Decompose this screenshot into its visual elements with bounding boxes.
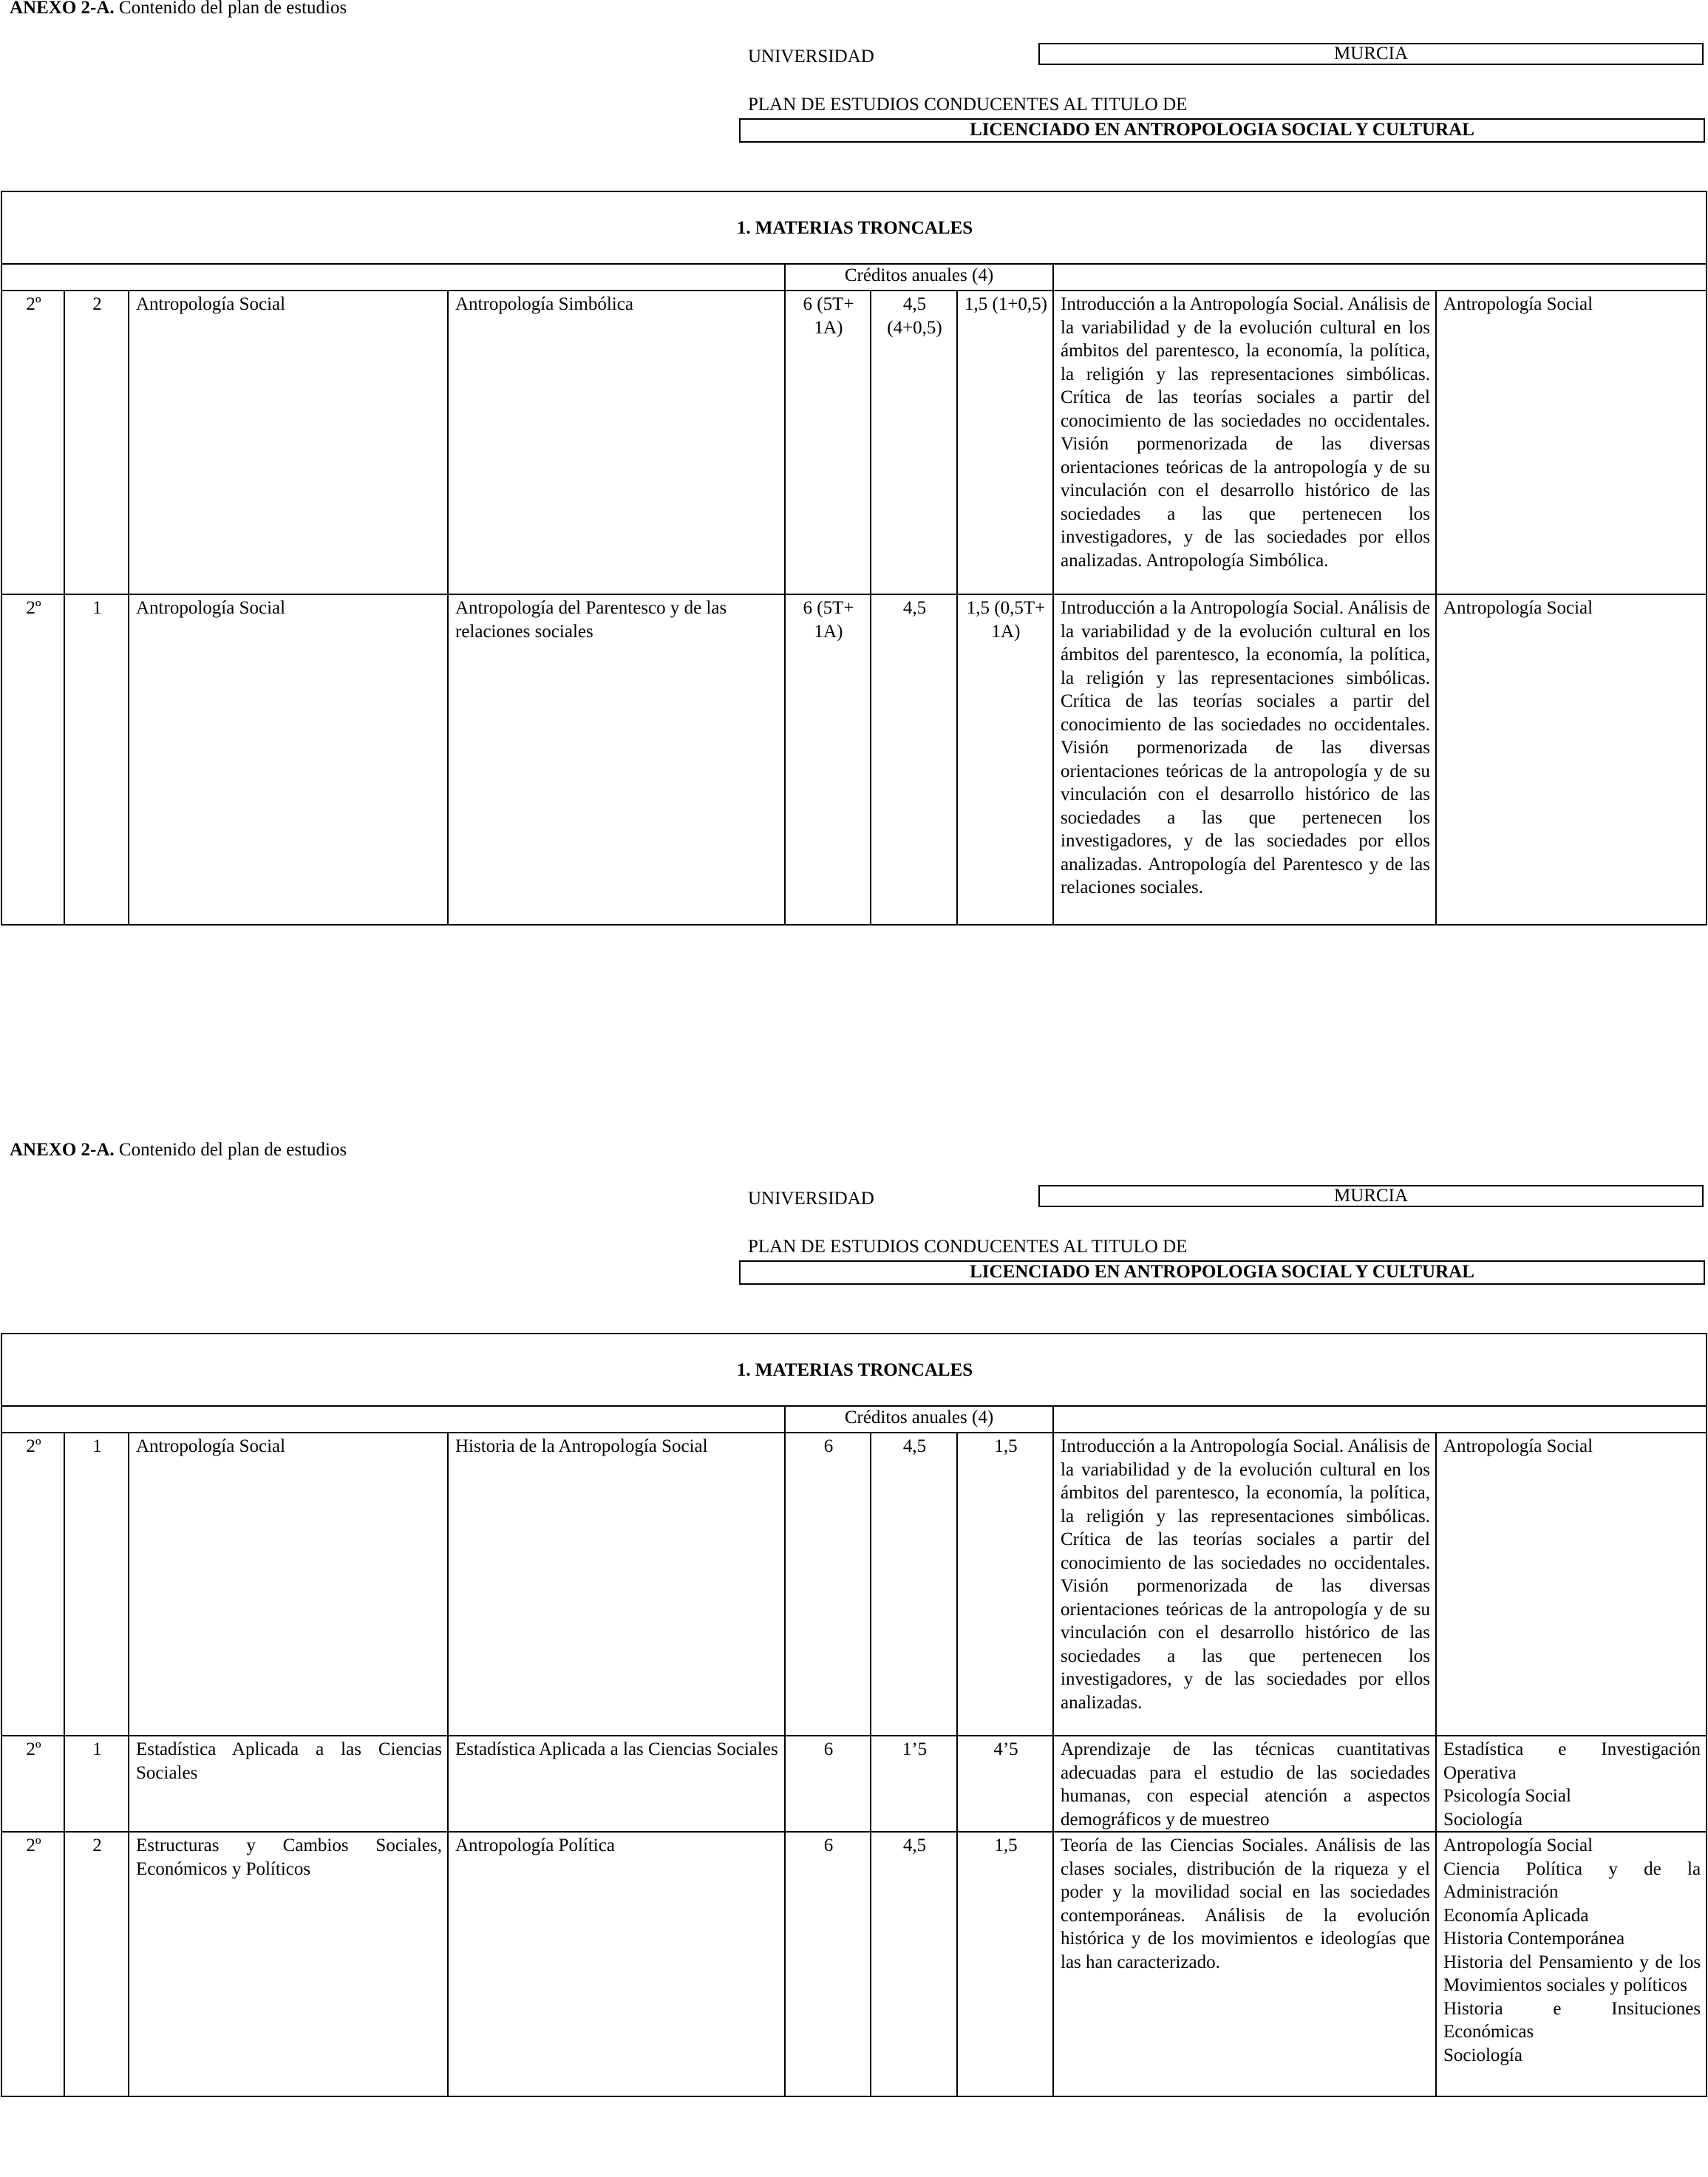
asignatura-cell: Antropología Simbólica	[448, 291, 785, 594]
ciclo-cell: 2º	[1, 594, 64, 925]
creditos-practicos-cell: 1,5 (0,5T+ 1A)	[957, 594, 1053, 925]
creditos-totales-cell: 6	[785, 1433, 871, 1736]
plan-label: PLAN DE ESTUDIOS CONDUCENTES AL TITULO DE	[748, 95, 1188, 115]
area-item: Historia e Insituciones Económicas	[1443, 1998, 1701, 2042]
area-item: Economía Aplicada	[1443, 1905, 1589, 1926]
curso-cell: 2	[64, 1832, 129, 2096]
ciclo-cell: 2º	[1, 1832, 64, 2096]
annex-heading: ANEXO 2-A. Contenido del plan de estudios	[10, 0, 347, 18]
materia-cell: Antropología Social	[129, 1433, 448, 1736]
area-item: Antropología Social	[1443, 1835, 1593, 1855]
materia-cell: Antropología Social	[129, 594, 448, 925]
creditos-teoricos-cell: 4,5	[871, 594, 957, 925]
header-blank-right	[1053, 264, 1707, 291]
credits-header: Créditos anuales (4)	[785, 1406, 1053, 1433]
descripcion-cell: Introducción a la Antropología Social. Análisis de la variabilidad y de la evolución cultural en los ámbitos del parentesco, la economía, la política, la religión y las representaciones simbólicas. Crítica de las teorías sociales a partir del conocimiento de las sociedades no occidentales. Visión pormenorizada de las diversas orientaciones teóricas de la antropología y de su vinculación con el desarrollo histórico de las sociedades a las que pertenecen los investigadores, y de las sociedades por ellos analizadas.	[1053, 1433, 1436, 1736]
section-title: 1. MATERIAS TRONCALES	[1, 191, 1707, 264]
table-row	[1, 1433, 1707, 1736]
document-page-1	[0, 0, 1708, 1035]
document-page-2	[0, 1142, 1708, 2177]
areas-cell	[1436, 1832, 1707, 2096]
areas-cell	[1436, 1433, 1707, 1736]
descripcion-cell: Teoría de las Ciencias Sociales. Análisis de las clases sociales, distribución de la riqueza y el poder y la movilidad social en las sociedades contemporáneas. Análisis de la evolución histórica y de los movimientos e ideologías que las han caracterizado.	[1053, 1832, 1436, 2096]
ciclo-cell: 2º	[1, 1736, 64, 1832]
curso-cell: 1	[64, 1433, 129, 1736]
area-item: Antropología Social	[1443, 294, 1593, 314]
header-blank	[1, 1406, 785, 1433]
materia-cell: Antropología Social	[129, 291, 448, 594]
materia-cell: Estadística Aplicada a las Ciencias Sociales	[129, 1736, 448, 1832]
header-blank	[1, 264, 785, 291]
asignatura-cell: Historia de la Antropología Social	[448, 1433, 785, 1736]
areas-cell	[1436, 594, 1707, 925]
table-row	[1, 1832, 1707, 2096]
universidad-label: UNIVERSIDAD	[748, 1189, 874, 1209]
plan-label: PLAN DE ESTUDIOS CONDUCENTES AL TITULO DE	[748, 1237, 1188, 1257]
area-item: Sociología	[1443, 1809, 1522, 1830]
universidad-value-box: MURCIA	[1038, 1185, 1704, 1207]
area-item: Antropología Social	[1443, 1436, 1593, 1456]
ciclo-cell: 2º	[1, 291, 64, 594]
materia-cell: Estructuras y Cambios Sociales, Económicos y Políticos	[129, 1832, 448, 2096]
materias-table	[1, 1333, 1707, 2097]
area-item: Ciencia Política y de la Administración	[1443, 1858, 1701, 1902]
descripcion-cell: Aprendizaje de las técnicas cuantitativas adecuadas para el estudio de las sociedades humanas, con especial atención a aspectos demográficos y de muestreo	[1053, 1736, 1436, 1832]
header-blank-right	[1053, 1406, 1707, 1433]
area-item: Sociología	[1443, 2045, 1522, 2065]
curso-cell: 1	[64, 594, 129, 925]
credits-header: Créditos anuales (4)	[785, 264, 1053, 291]
creditos-teoricos-cell: 1’5	[871, 1736, 957, 1832]
creditos-teoricos-cell: 4,5 (4+0,5)	[871, 291, 957, 594]
creditos-practicos-cell: 4’5	[957, 1736, 1053, 1832]
descripcion-cell: Introducción a la Antropología Social. Análisis de la variabilidad y de la evolución cultural en los ámbitos del parentesco, la economía, la política, la religión y las representaciones simbólicas. Crítica de las teorías sociales a partir del conocimiento de las sociedades no occidentales. Visión pormenorizada de las diversas orientaciones teóricas de la antropología y de su vinculación con el desarrollo histórico de las sociedades a las que pertenecen los investigadores, y de las sociedades por ellos analizadas. Antropología Simbólica.	[1053, 291, 1436, 594]
table-row	[1, 1736, 1707, 1832]
asignatura-cell: Antropología Política	[448, 1832, 785, 2096]
universidad-label: UNIVERSIDAD	[748, 47, 874, 67]
curso-cell: 1	[64, 1736, 129, 1832]
descripcion-cell: Introducción a la Antropología Social. Análisis de la variabilidad y de la evolución cultural en los ámbitos del parentesco, la economía, la política, la religión y las representaciones simbólicas. Crítica de las teorías sociales a partir del conocimiento de las sociedades no occidentales. Visión pormenorizada de las diversas orientaciones teóricas de la antropología y de su vinculación con el desarrollo histórico de las sociedades a las que pertenecen los investigadores, y de las sociedades por ellos analizadas. Antropología del Parentesco y de las relaciones sociales.	[1053, 594, 1436, 925]
creditos-totales-cell: 6 (5T+ 1A)	[785, 594, 871, 925]
table-row	[1, 291, 1707, 594]
universidad-value-box: MURCIA	[1038, 43, 1704, 65]
asignatura-cell: Estadística Aplicada a las Ciencias Sociales	[448, 1736, 785, 1832]
area-item: Antropología Social	[1443, 598, 1593, 618]
creditos-totales-cell: 6	[785, 1832, 871, 2096]
creditos-teoricos-cell: 4,5	[871, 1433, 957, 1736]
areas-cell	[1436, 1736, 1707, 1832]
titulo-box: LICENCIADO EN ANTROPOLOGIA SOCIAL Y CULTURAL	[739, 1260, 1705, 1285]
table-row	[1, 594, 1707, 925]
titulo-box: LICENCIADO EN ANTROPOLOGIA SOCIAL Y CULTURAL	[739, 118, 1705, 143]
asignatura-cell: Antropología del Parentesco y de las relaciones sociales	[448, 594, 785, 925]
creditos-totales-cell: 6	[785, 1736, 871, 1832]
area-item: Estadística e Investigación Operativa	[1443, 1739, 1701, 1783]
area-item: Historia Contemporánea	[1443, 1929, 1625, 1949]
curso-cell: 2	[64, 291, 129, 594]
ciclo-cell: 2º	[1, 1433, 64, 1736]
annex-heading: ANEXO 2-A. Contenido del plan de estudios	[10, 1140, 347, 1160]
creditos-practicos-cell: 1,5	[957, 1433, 1053, 1736]
areas-cell	[1436, 291, 1707, 594]
creditos-practicos-cell: 1,5	[957, 1832, 1053, 2096]
creditos-teoricos-cell: 4,5	[871, 1832, 957, 2096]
materias-table	[1, 191, 1707, 926]
creditos-practicos-cell: 1,5 (1+0,5)	[957, 291, 1053, 594]
area-item: Historia del Pensamiento y de los Movimientos sociales y políticos	[1443, 1952, 1701, 1995]
area-item: Psicología Social	[1443, 1786, 1571, 1806]
section-title: 1. MATERIAS TRONCALES	[1, 1334, 1707, 1406]
creditos-totales-cell: 6 (5T+ 1A)	[785, 291, 871, 594]
